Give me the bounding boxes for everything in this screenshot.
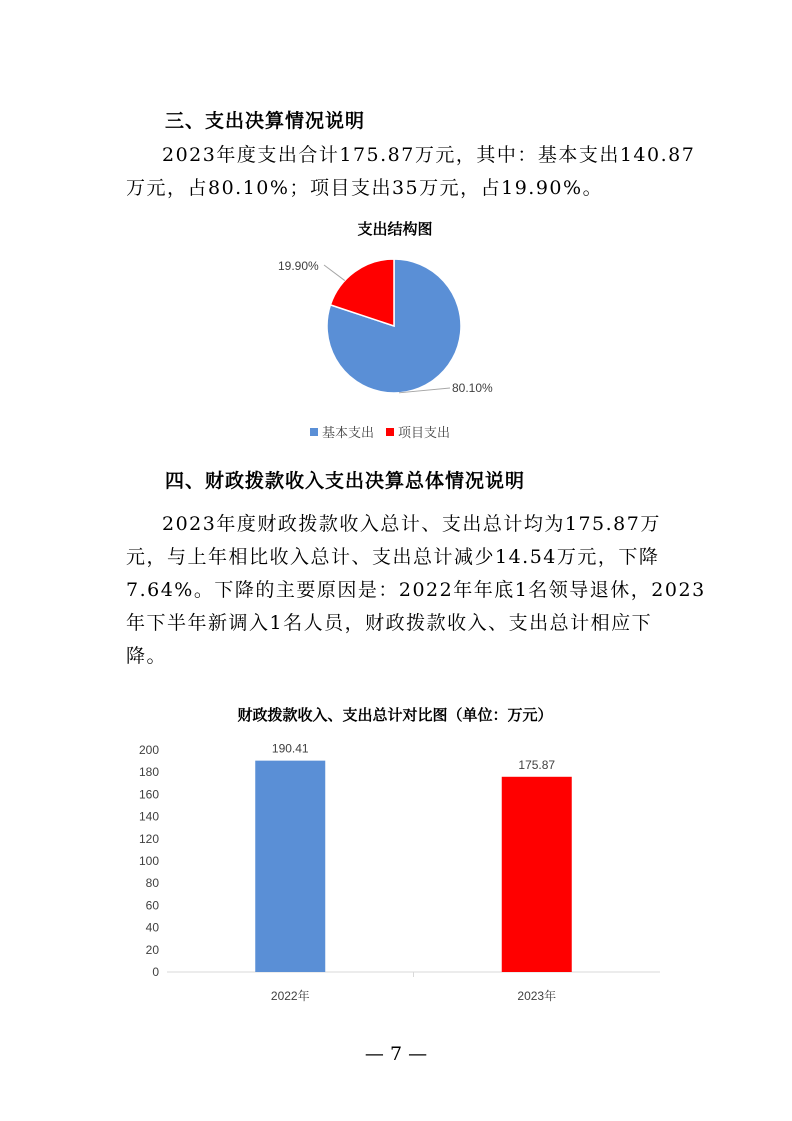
section-3-para-line-2: 万元，占80.10%；项目支出35万元，占19.90%。 [126, 177, 604, 199]
legend-swatch-project [386, 428, 394, 436]
y-tick-label: 80 [145, 876, 159, 891]
y-tick-label: 60 [145, 898, 159, 913]
bar-2022 [255, 761, 325, 972]
legend-swatch-basic [310, 428, 318, 436]
bar-chart-title: 财政拨款收入、支出总计对比图（单位：万元） [237, 706, 553, 724]
pie-chart [230, 245, 570, 445]
page-number: — 7 — [364, 1043, 428, 1065]
pie-data-label-basic: 80.10% [452, 381, 493, 395]
y-tick-label: 40 [145, 920, 159, 935]
section-3-para-line-1: 2023年度支出合计175.87万元，其中：基本支出140.87 [162, 144, 696, 166]
pie-legend [310, 422, 450, 441]
section-4-para-line-1: 2023年度财政拨款收入总计、支出总计均为175.87万 [162, 513, 661, 535]
y-tick-label: 0 [152, 965, 159, 979]
legend-label-project: 项目支出 [398, 425, 451, 440]
bar-2023 [502, 777, 572, 972]
x-category-label: 2022年 [270, 989, 310, 1003]
section-4-para-line-4: 年下半年新调入1名人员，财政拨款收入、支出总计相应下 [126, 612, 653, 634]
bar-2022-data-label: 190.41 [271, 741, 309, 756]
pie-leader-line-project [324, 265, 345, 281]
section-3-heading: 三、支出决算情况说明 [165, 110, 366, 132]
y-tick-label: 120 [138, 831, 159, 846]
y-tick-label: 140 [138, 809, 159, 824]
y-tick-label: 100 [138, 854, 159, 868]
bar-chart [120, 735, 680, 1010]
section-4-para-line-5: 降。 [126, 645, 168, 667]
bar-2023-data-label: 175.87 [518, 757, 556, 772]
section-4-para-line-3: 7.64%。下降的主要原因是：2022年年底1名领导退休，2023 [126, 579, 706, 601]
legend-label-basic: 基本支出 [322, 425, 375, 440]
section-4-para-line-2: 元，与上年相比收入总计、支出总计减少14.54万元，下降 [126, 546, 660, 568]
pie-data-label-project: 19.90% [278, 259, 319, 273]
y-tick-label: 160 [138, 787, 159, 802]
x-category-label: 2023年 [517, 989, 557, 1003]
y-tick-label: 180 [138, 765, 159, 780]
y-tick-label: 20 [145, 942, 159, 957]
section-4-heading: 四、财政拨款收入支出决算总体情况说明 [165, 470, 526, 492]
y-tick-label: 200 [138, 743, 159, 757]
pie-chart-title: 支出结构图 [357, 220, 433, 238]
